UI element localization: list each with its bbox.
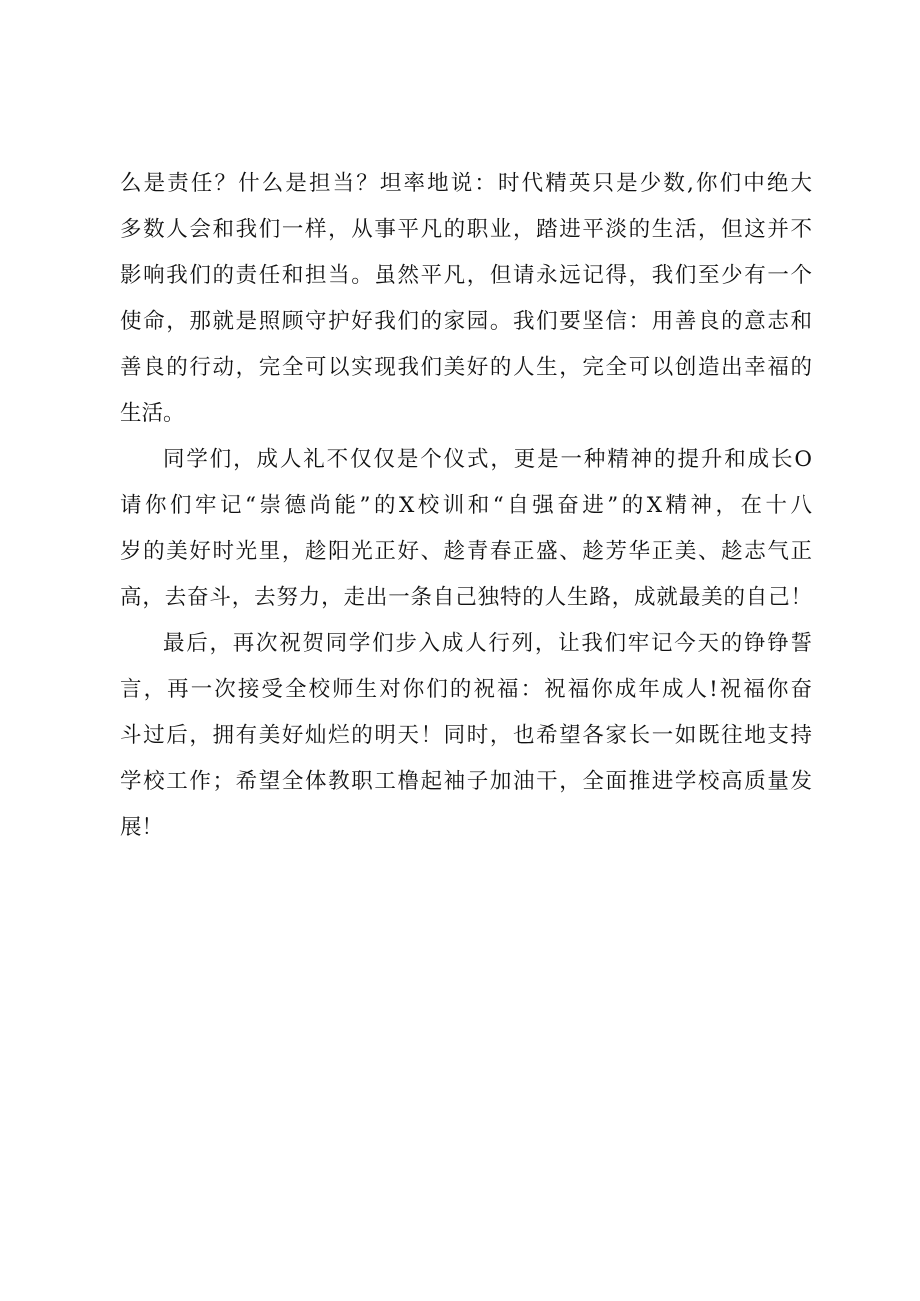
text-line: 言，再一次接受全校师生对你们的祝福：祝福你成年成人!祝福你奋 — [120, 677, 812, 702]
text-line: 请你们牢记“崇德尚能”的X校训和“自强奋进”的X精神，在十八 — [120, 493, 812, 518]
text-line: 斗过后，拥有美好灿烂的明天！同时，也希望各家长一如既往地支持 — [120, 723, 812, 748]
paragraph-1 — [120, 161, 812, 437]
text-line: 学校工作；希望全体教职工橹起袖子加油干，全面推进学校高质量发 — [120, 769, 812, 794]
text-line: 同学们，成人礼不仅仅是个仪式，更是一种精神的提升和成长O — [163, 447, 812, 472]
paragraph-3 — [120, 621, 812, 851]
text-line: 多数人会和我们一样，从事平凡的职业，踏进平淡的生活，但这并不 — [120, 217, 812, 242]
text-line: 最后，再次祝贺同学们步入成人行列，让我们牢记今天的铮铮誓 — [163, 631, 812, 656]
text-line: 么是责任？什么是担当？坦率地说：时代精英只是少数,你们中绝大 — [120, 171, 812, 196]
text-line: 使命，那就是照顾守护好我们的家园。我们要坚信：用善良的意志和 — [120, 309, 812, 334]
text-line: 高，去奋斗，去努力，走出一条自己独特的人生路，成就最美的自己！ — [120, 585, 812, 610]
text-line: 影响我们的责任和担当。虽然平凡，但请永远记得，我们至少有一个 — [120, 263, 812, 288]
text-line: 生活。 — [120, 401, 185, 426]
text-line: 岁的美好时光里，趁阳光正好、趁青春正盛、趁芳华正美、趁志气正 — [120, 539, 812, 564]
text-line: 善良的行动，完全可以实现我们美好的人生，完全可以创造出幸福的 — [120, 355, 812, 380]
text-line: 展！ — [120, 815, 164, 840]
paragraph-2 — [120, 437, 812, 621]
document-body — [120, 161, 812, 851]
